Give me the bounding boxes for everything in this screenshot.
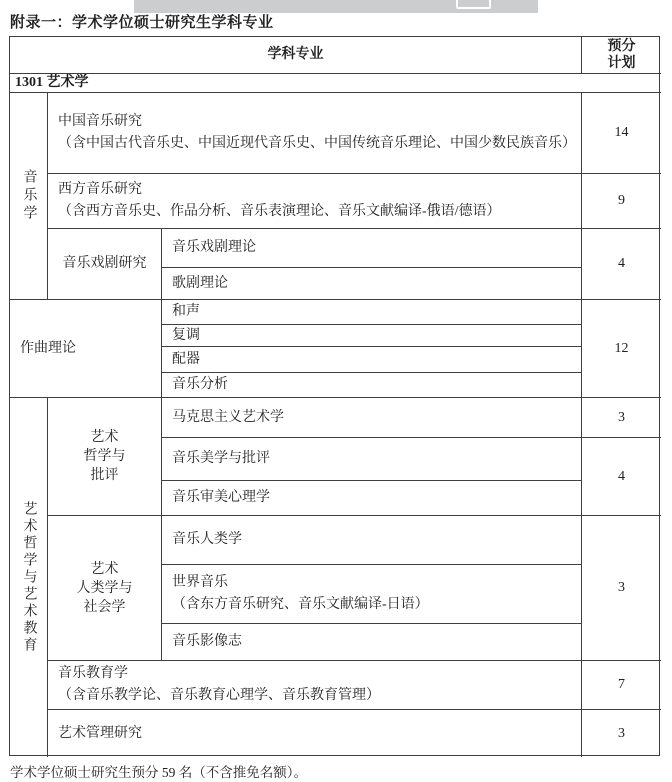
western-music-name: 西方音乐研究 — [58, 182, 142, 197]
cell-art-management: 艺术管理研究 — [48, 710, 582, 757]
china-music-detail: （含中国古代音乐史、中国近现代音乐史、中国传统音乐理论、中国少数民族音乐） — [58, 136, 576, 151]
discipline-table — [9, 36, 660, 756]
cell-western-music — [48, 174, 582, 229]
group-label-art-phil-edu-text: 艺术哲学与艺术教育 — [21, 501, 37, 654]
page-title: 附录一：学术学位硕士研究生学科专业 — [10, 15, 274, 31]
cell-harmony: 和声 — [162, 300, 582, 325]
cell-world-music — [162, 565, 582, 624]
cell-music-anthropology: 音乐人类学 — [162, 516, 582, 565]
world-music-name: 世界音乐 — [172, 575, 228, 590]
phil-crit-label-line2: 哲学与 — [83, 449, 126, 464]
plan-composition: 12 — [582, 300, 661, 398]
header-plan-line2: 计划 — [607, 56, 636, 71]
group-label-art-phil-edu — [10, 398, 48, 757]
plan-art-management: 3 — [618, 725, 625, 741]
cell-aesthetic-psychology: 音乐审美心理学 — [162, 481, 582, 516]
cell-music-videography: 音乐影像志 — [162, 624, 582, 661]
china-music-name: 中国音乐研究 — [58, 114, 142, 129]
plan-anthro-soc: 3 — [582, 516, 661, 661]
header-subject: 学科专业 — [10, 37, 582, 74]
cell-composition-label: 作曲理论 — [10, 300, 162, 398]
cell-phil-crit-label — [48, 398, 162, 516]
plan-western-music: 9 — [582, 174, 661, 229]
world-music-detail: （含东方音乐研究、音乐文献编译-日语） — [172, 597, 429, 612]
footnote: 学术学位硕士研究生预分 59 名（不含推免名额）。 — [10, 765, 307, 780]
plan-music-drama: 4 — [582, 229, 661, 300]
anthro-soc-label-line2: 人类学与 — [76, 580, 133, 596]
header-plan — [582, 37, 661, 74]
group-label-musicology-text: 音乐学 — [21, 169, 37, 223]
anthro-soc-label-line3: 社会学 — [83, 599, 126, 615]
music-education-detail: （含音乐教学论、音乐教育心理学、音乐教育管理） — [58, 688, 380, 703]
cell-orchestration: 配器 — [162, 347, 582, 373]
plan-music-education: 7 — [582, 661, 661, 710]
cell-china-music — [48, 93, 582, 174]
cell-music-aesthetics: 音乐美学与批评 — [162, 438, 582, 481]
plan-music-aesthetics: 4 — [582, 438, 661, 516]
section-title: 1301 艺术学 — [10, 74, 661, 93]
plan-marxist-art: 3 — [582, 398, 661, 438]
cell-anthro-soc-label — [48, 516, 162, 661]
music-education-name: 音乐教育学 — [58, 666, 128, 681]
cell-polyphony: 复调 — [162, 325, 582, 347]
plan-china-music: 14 — [582, 93, 661, 174]
cell-marxist-art: 马克思主义艺术学 — [162, 398, 582, 438]
group-label-musicology — [10, 93, 48, 300]
toolbar-button-partial[interactable] — [456, 0, 491, 9]
header-plan-line1: 预分 — [607, 39, 636, 54]
cell-music-analysis: 音乐分析 — [162, 373, 582, 398]
cell-music-education — [48, 661, 582, 710]
phil-crit-label-line1: 艺术 — [90, 430, 119, 445]
cell-music-drama-label: 音乐戏剧研究 — [48, 229, 162, 300]
phil-crit-label-line3: 批评 — [90, 468, 119, 483]
cell-music-drama-theory: 音乐戏剧理论 — [162, 229, 582, 268]
western-music-detail: （含西方音乐史、作品分析、音乐表演理论、音乐文献编译-俄语/德语） — [58, 204, 501, 219]
cell-opera-theory: 歌剧理论 — [162, 268, 582, 300]
anthro-soc-label-line1: 艺术 — [90, 561, 119, 577]
